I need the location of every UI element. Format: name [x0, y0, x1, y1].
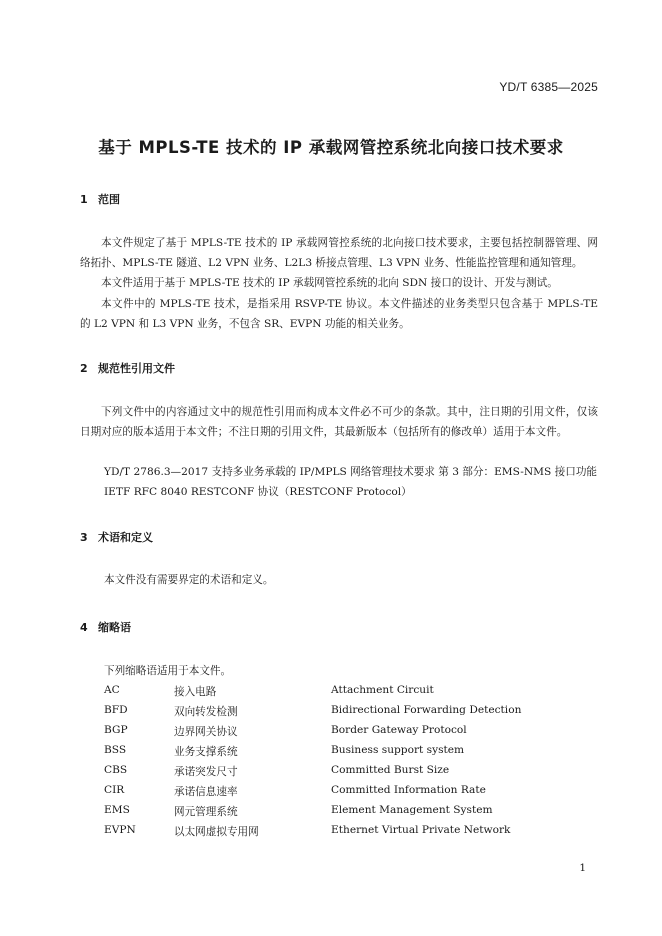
terms-text: 本文件没有需要界定的术语和定义。 [104, 574, 274, 586]
section-2-title: 规范性引用文件 [98, 362, 175, 375]
abbreviation-term: BGP [104, 724, 128, 736]
abbreviation-english: Business support system [331, 744, 465, 756]
reference-item: IETF RFC 8040 RESTCONF 协议（RESTCONF Protocol） [104, 486, 412, 498]
document-title: 基于 MPLS-TE 技术的 IP 承载网管控系统北向接口技术要求 [98, 138, 564, 157]
section-1-number: 1 [80, 193, 88, 206]
abbreviation-term: BSS [104, 744, 127, 756]
abbreviation-english: Bidirectional Forwarding Detection [331, 704, 522, 716]
abbreviation-term: EMS [104, 804, 130, 816]
abbreviation-english: Committed Burst Size [331, 764, 450, 776]
abbreviation-chinese: 接入电路 [174, 686, 217, 698]
abbreviation-english: Committed Information Rate [331, 784, 486, 796]
abbreviations-intro: 下列缩略语适用于本文件。 [104, 665, 232, 677]
references-intro: 下列文件中的内容通过文中的规范性引用而构成本文件必不可少的条款。其中，注日期的引用文件，仅该日期对应的版本适用于本文件；不注日期的引用文件，其最新版本（包括所有的修改单）适用于本文件。 [80, 406, 598, 438]
section-3-number: 3 [80, 531, 88, 544]
standard-code: YD/T 6385—2025 [499, 80, 598, 94]
abbreviation-english: Element Management System [331, 804, 493, 816]
section-4-title: 缩略语 [98, 621, 131, 634]
abbreviation-term: CIR [104, 784, 125, 796]
section-2-number: 2 [80, 362, 88, 375]
section-1-heading [80, 191, 120, 207]
section-4-heading [80, 619, 131, 635]
reference-item: YD/T 2786.3—2017 支持多业务承载的 IP/MPLS 网络管理技术要求 第 3 部分：EMS-NMS 接口功能 [104, 466, 598, 478]
abbreviation-chinese: 网元管理系统 [174, 806, 238, 818]
abbreviation-chinese: 业务支撑系统 [174, 746, 238, 758]
abbreviation-chinese: 承诺突发尺寸 [174, 766, 238, 778]
section-3-heading [80, 529, 153, 545]
section-4-number: 4 [80, 621, 88, 634]
abbreviation-term: AC [104, 684, 120, 696]
abbreviation-term: EVPN [104, 824, 136, 836]
abbreviation-chinese: 以太网虚拟专用网 [174, 826, 259, 838]
abbreviation-chinese: 承诺信息速率 [174, 786, 238, 798]
scope-paragraph-3: 本文件中的 MPLS-TE 技术，是指采用 RSVP-TE 协议。本文件描述的业务类型只包含基于 MPLS-TE 的 L2 VPN 和 L3 VPN 业务，不包含 SR、EVPN 功能的相关业务。 [80, 298, 598, 330]
abbreviation-english: Ethernet Virtual Private Network [331, 824, 511, 836]
abbreviation-chinese: 双向转发检测 [174, 706, 238, 718]
abbreviation-term: BFD [104, 704, 128, 716]
page-number: 1 [579, 862, 586, 874]
abbreviation-term: CBS [104, 764, 128, 776]
section-1-title: 范围 [98, 193, 120, 206]
abbreviation-english: Attachment Circuit [331, 684, 434, 696]
abbreviation-chinese: 边界网关协议 [174, 726, 238, 738]
abbreviation-english: Border Gateway Protocol [331, 724, 467, 736]
scope-paragraph-1: 本文件规定了基于 MPLS-TE 技术的 IP 承载网管控系统的北向接口技术要求，主要包括控制器管理、网络拓扑、MPLS-TE 隧道、L2 VPN 业务、L2L3 桥接点管理、L3 VPN 业务、性能监控管理和通知管理。 [80, 237, 598, 269]
scope-paragraph-2: 本文件适用于基于 MPLS-TE 技术的 IP 承载网管控系统的北向 SDN 接口的设计、开发与测试。 [101, 277, 558, 289]
section-2-heading [80, 360, 175, 376]
section-3-title: 术语和定义 [98, 531, 153, 544]
